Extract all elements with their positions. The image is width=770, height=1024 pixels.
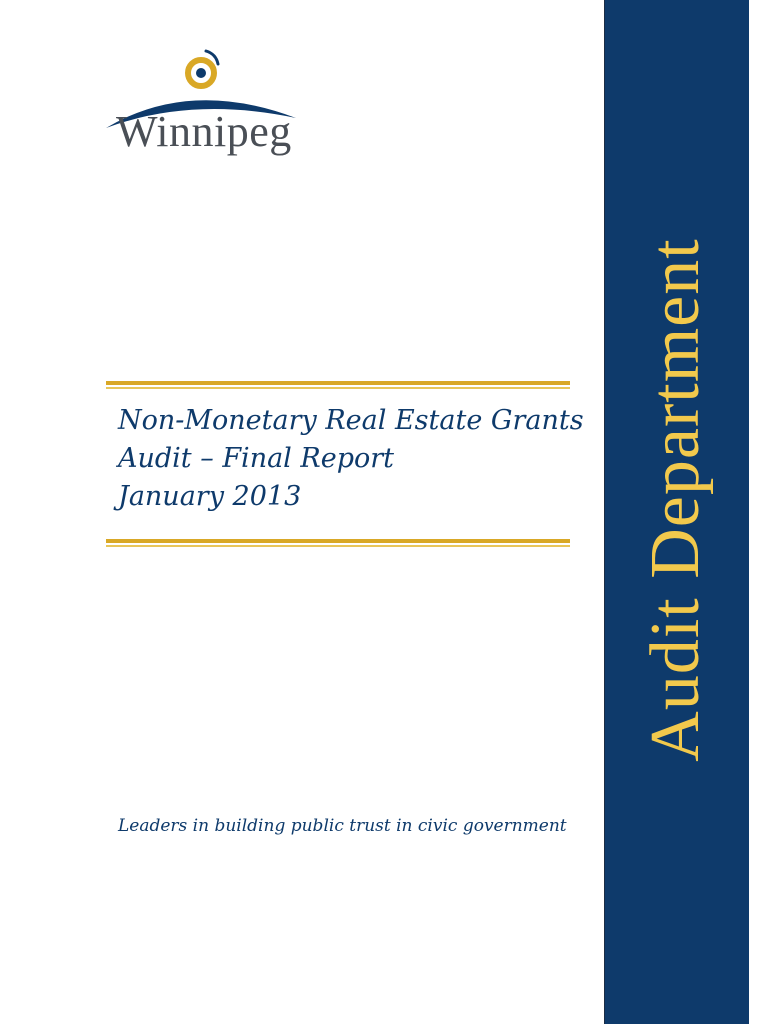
logo-wordmark: Winnipeg <box>116 107 292 156</box>
sidebar-label: Audit Department <box>637 238 714 762</box>
title-line-1: Non-Monetary Real Estate Grants <box>118 405 584 436</box>
report-title <box>118 402 588 516</box>
title-line-3: January 2013 <box>118 481 302 512</box>
tagline: Leaders in building public trust in civic government <box>118 816 567 836</box>
divider-top <box>106 381 570 389</box>
divider-bottom <box>106 539 570 547</box>
title-line-2: Audit – Final Report <box>118 443 394 474</box>
